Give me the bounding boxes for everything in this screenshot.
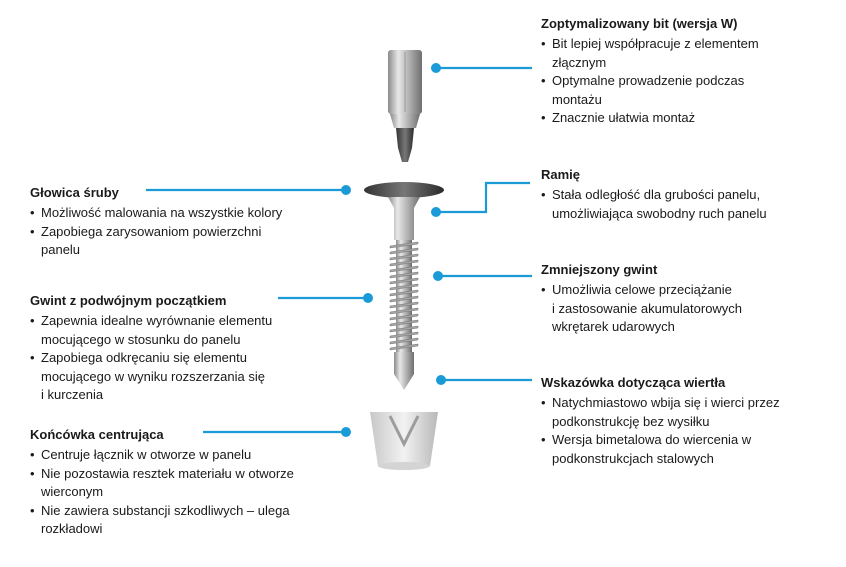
callout-item: • Nie pozostawia resztek materiału w otworze wierconym xyxy=(30,465,360,502)
callout-list xyxy=(30,204,340,260)
callout-reduced-thread xyxy=(541,261,841,337)
callout-item: • Centruje łącznik w otworze w panelu xyxy=(30,446,360,465)
callout-list xyxy=(541,186,841,223)
callout-item: • Wersja bimetalowa do wiercenia w podkonstrukcjach stalowych xyxy=(541,431,841,468)
callout-list xyxy=(541,281,841,337)
callout-list xyxy=(30,312,350,405)
callout-item: • Zapewnia idealne wyrównanie elementu mocującego w stosunku do panelu xyxy=(30,312,350,349)
callout-item: • Znacznie ułatwia montaż xyxy=(541,109,841,128)
callout-bit xyxy=(541,15,841,128)
callout-title: Głowica śruby xyxy=(30,185,119,200)
callout-item: • Umożliwia celowe przeciążanie i zastosowanie akumulatorowych wkrętarek udarowych xyxy=(541,281,841,337)
callout-item: • Zapobiega odkręcaniu się elementu mocującego w wyniku rozszerzania się i kurczenia xyxy=(30,349,350,405)
callout-item: • Optymalne prowadzenie podczas montażu xyxy=(541,72,841,109)
callout-item: • Stała odległość dla grubości panelu, umożliwiająca swobodny ruch panelu xyxy=(541,186,841,223)
connector-dot xyxy=(436,375,446,385)
callout-drill-tip xyxy=(541,374,841,468)
connector-dot xyxy=(431,207,441,217)
callout-title: Ramię xyxy=(541,167,581,182)
callout-list xyxy=(541,35,841,128)
callout-title: Zmniejszony gwint xyxy=(541,262,658,277)
callout-title: Gwint z podwójnym początkiem xyxy=(30,293,227,308)
callout-title: Wskazówka dotycząca wiertła xyxy=(541,375,726,390)
callout-title: Zoptymalizowany bit (wersja W) xyxy=(541,16,738,31)
callout-item: • Zapobiega zarysowaniom powierzchni panelu xyxy=(30,223,340,260)
connector-dot xyxy=(363,293,373,303)
callout-centering-tip xyxy=(30,426,360,539)
connector-dot xyxy=(341,185,351,195)
connector-dot xyxy=(433,271,443,281)
callout-title: Końcówka centrująca xyxy=(30,427,164,442)
callout-item: • Nie zawiera substancji szkodliwych – ulega rozkładowi xyxy=(30,502,360,539)
callout-list xyxy=(541,394,841,468)
centering-cap xyxy=(370,412,438,470)
callout-item: • Bit lepiej współpracuje z elementem złącznym xyxy=(541,35,841,72)
screw-head xyxy=(364,182,444,198)
callout-item: • Natychmiastowo wbija się i wierci przez podkonstrukcję bez wysiłku xyxy=(541,394,841,431)
screwdriver-bit xyxy=(388,50,422,162)
drill-point xyxy=(394,352,414,390)
callout-arm xyxy=(541,166,841,223)
connector-dot xyxy=(431,63,441,73)
callout-head xyxy=(30,184,340,260)
callout-item: • Możliwość malowania na wszystkie kolory xyxy=(30,204,340,223)
callout-double-thread xyxy=(30,292,350,405)
screw-thread xyxy=(390,240,418,354)
connector-arm xyxy=(436,183,530,212)
callout-list xyxy=(30,446,360,539)
